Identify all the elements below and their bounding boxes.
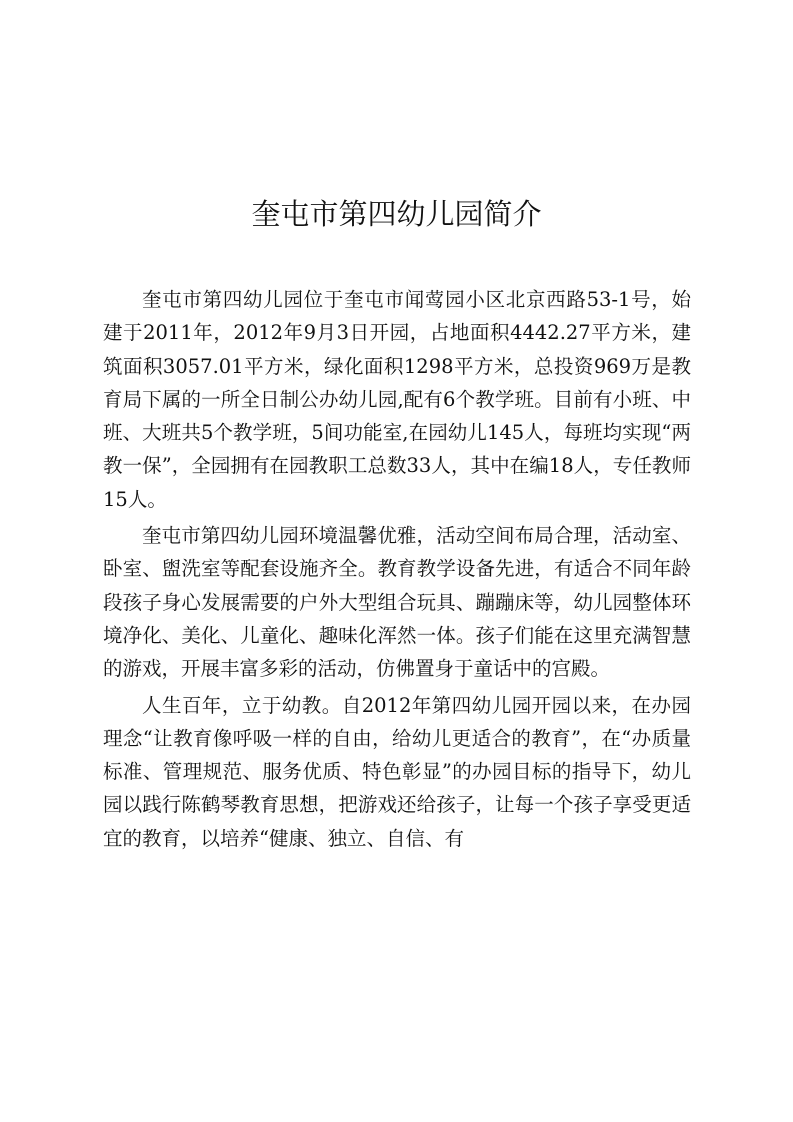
paragraph-environment: 奎屯市第四幼儿园环境温馨优雅，活动空间布局合理，活动室、卧室、盥洗室等配套设施齐全。教育教学设备先进，有适合不同年龄段孩子身心发展需要的户外大型组合玩具、蹦蹦床等，幼儿园整体环境净化、美化、儿童化、趣味化浑然一体。孩子们能在这里充满智慧的游戏，开展丰富多彩的活动，仿佛置身于童话中的宫殿。 [103, 524, 691, 681]
document-body [103, 283, 691, 855]
paragraph-philosophy: 人生百年，立于幼教。自2012年第四幼儿园开园以来，在办园理念“让教育像呼吸一样的自由，给幼儿更适合的教育”，在“办质量标准、管理规范、服务优质、特色彰显”的办园目标的指导下，幼儿园以践行陈鹤琴教育思想，把游戏还给孩子，让每一个孩子享受更适宜的教育，以培养“健康、独立、自信、有 [103, 693, 691, 850]
paragraph-intro: 奎屯市第四幼儿园位于奎屯市闻莺园小区北京西路53-1号，始建于2011年，2012年9月3日开园，占地面积4442.27平方米，建筑面积3057.01平方米，绿化面积1298平方米，总投资969万是教育局下属的一所全日制公办幼儿园,配有6个教学班。目前有小班、中班、大班共5个教学班，5间功能室,在园幼儿145人，每班均实现“两教一保”，全园拥有在园教职工总数33人，其中在编18人，专任教师15人。 [103, 288, 691, 511]
document-title: 奎屯市第四幼儿园简介 [251, 197, 542, 231]
